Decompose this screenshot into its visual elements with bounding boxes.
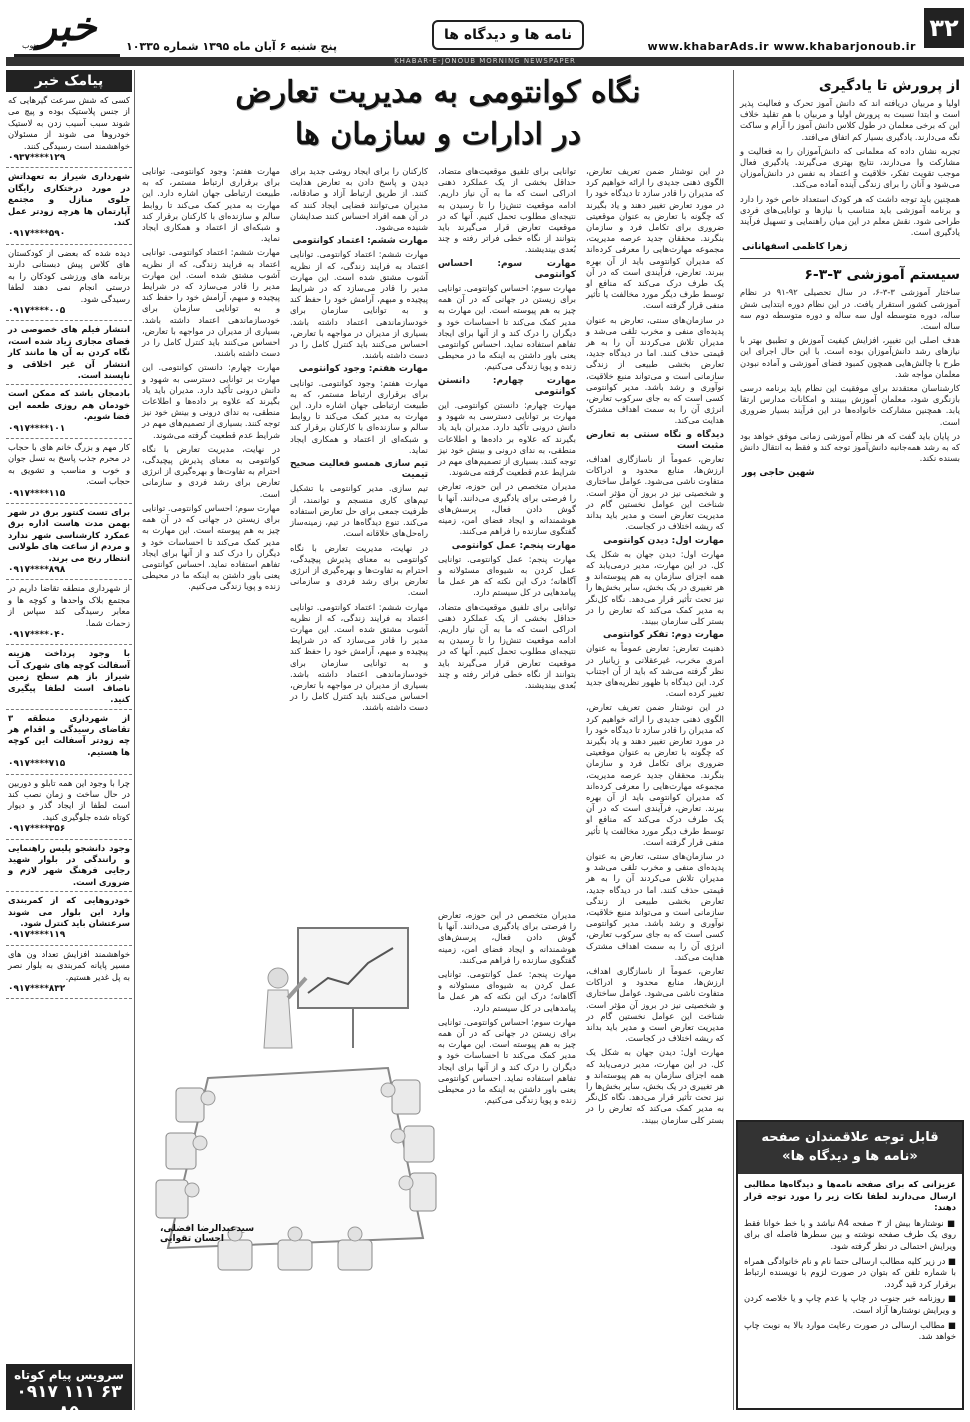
article-column-4 (142, 166, 280, 906)
sms-item (6, 245, 132, 321)
sms-item (6, 840, 132, 893)
paragraph: کارشناسان معتقدند برای موفقیت این نظام باید برنامه درسی بازنگری شود، معلمان آموزش ببینند و امکانات مدارس ارتقا یابد. همچنین مشارکت خانواده‌ها در این فرآیند بسیار ضروری است. (740, 383, 960, 427)
sms-text: کسی که شش سرعت گیرهایی که از جنس پلاستیک بوده و پیچ می شوند سبب آسیب زدن به لاستیک خودروها می شوند از مسئولان خواهشمند است رسیدگی کنند. (8, 95, 130, 151)
sms-service-number: ۰۹۱۷ ۱۱۱ ۶۳ ۸۵ (16, 1382, 122, 1422)
sms-text: بادمجان باشد که ممکن است خودمان هم روزی طعمه این فضا شویم. (8, 388, 130, 422)
paragraph: ذهنیت تعارض: تعارض عموماً به عنوان امری مخرب، غیرعقلانی و زیانبار در نظر گرفته می‌شد که باید از آن اجتناب کرد. این دیدگاه با ظهور نظریه‌های جدید تغییر کرده است. (586, 643, 724, 699)
sms-phone: ۰۹۱۷****۱۰۱ (8, 423, 66, 434)
paragraph: در این نوشتار ضمن تعریف تعارض، الگوی ذهنی جدیدی را ارائه خواهیم کرد که مدیران را قادر سازد تا دیدگاه خود را در مورد تعارض تغییر دهند و یاد بگیرند که چگونه با تعارض به عنوان موقعیتی ضروری برای تکامل فرد و سازمان بنگرند. محققان جدید عرصه مدیریت، مجموعه مهارت‌هایی را معرفی کرده‌اند که مدیران کوانتومی باید از آن بهره ببرند. تعارض، فرآیندی است که در آن یک طرف درک می‌کند که منافع او توسط طرف دیگر مورد مخالفت یا تأثیر منفی قرار گرفته است. (586, 702, 724, 847)
paragraph: مهارت چهارم: دانستن کوانتومی. این مهارت بر توانایی دسترسی به شهود و دانش درونی تأکید دارد. مدیران باید یاد بگیرند که علاوه بر داده‌ها و اطلاعات منطقی، به ندای درونی و بینش خود نیز توجه کنند. بسیاری از تصمیم‌های مهم در شرایط عدم قطعیت گرفته می‌شوند. (437, 400, 576, 478)
paragraph: تعارض، عموماً از ناسازگاری اهداف، ارزش‌ها، منابع محدود و ادراکات متفاوت ناشی می‌شود. عوامل ساختاری و شخصیتی نیز در بروز آن مؤثر است. شناخت این عوامل نخستین گام در مدیریت تعارض است و مدیر باید بداند که ریشه اختلاف در کجاست. (586, 966, 724, 1044)
paragraph: مهارت ششم: اعتماد کوانتومی. توانایی اعتماد به فرایند زندگی، که از نظریه آشوب مشتق شده است. این مهارت مدیر را قادر می‌سازد که در شرایط پیچیده و مبهم، آرامش خود را حفظ کند و به توانایی سازمان برای خودسازماندهی اعتماد داشته باشد. بسیاری از مدیران در مواجهه با تعارض، احساس می‌کنند باید کنترل کامل را در دست داشته باشند. (142, 247, 280, 359)
headline-line2: در ادارات و سازمان ها (294, 117, 582, 152)
paragraph: توانایی برای تلفیق موقعیت‌های متضاد، حداقل بخشی از یک عملکرد ذهنی ادراکی است که ما به آن نیاز داریم. ادامه موقعیت تنش‌زا را تا رسیدن به نتیجه‌ای مطلوب تحمل کنیم. آنها که در موقعیت تعارض قرار می‌گیرند باید بتوانند از نگاه خطی فراتر رفته و چند بُعدی بیندیشند. (438, 601, 576, 690)
sms-item (6, 92, 132, 168)
sms-text: دیده شده که بعضی از کودکستان های کلاس پیش دبستانی دارند برنامه های ورزشی کودکان را به درستی انجام نمی دهند لطفا رسیدگی شود. (8, 247, 130, 304)
paragraph: کارکنان را برای ایجاد روشی جدید برای دیدن و پاسخ دادن به تعارض هدایت کنند. از طریق ارتباط آزاد و صادقانه، مدیران می‌توانند فضایی ایجاد کنند که در آن همه افراد احساس کنند صدایشان شنیده می‌شود. (290, 166, 428, 233)
presenter-body (264, 990, 292, 1048)
sms-item (6, 385, 132, 439)
paragraph: ساختار آموزشی ۳-۳-۶، در سال تحصیلی ۹۲-۹۱ در نظام آموزشی کشور استقرار یافت. در این نظام دوره ابتدایی شش ساله، دوره متوسطه اول سه ساله و دوره متوسطه دوم سه ساله است. (740, 287, 960, 332)
paragraph: تعارض، عموماً از ناسازگاری اهداف، ارزش‌ها، منابع محدود و ادراکات متفاوت ناشی می‌شود. عوامل ساختاری و شخصیتی نیز در بروز آن مؤثر است. شناخت این عوامل نخستین گام در مدیریت تعارض است و مدیر باید بداند که ریشه اختلاف در کجاست. (586, 454, 724, 532)
sms-phone: ۰۹۱۷****۱۱۹ (8, 930, 66, 941)
logo-text: خبر (37, 3, 97, 50)
notice-item: ■ در زیر کلیه مطالب ارسالی حتما نام و نام خانوادگی همراه با شماره تلفن که بتوان در صورت لزوم با نویسنده ارتباط برقرار کرد قید گردد. (744, 1255, 956, 1289)
presenter-head (268, 968, 288, 988)
paragraph: همچنین باید توجه داشت که هر کودک استعداد خاص خود را دارد و برنامه آموزشی باید متناسب با نیازها و توانایی‌های فردی طراحی شود. نقش معلم در این میان راهنمایی و تسهیل فرآیند یادگیری است. (740, 193, 960, 238)
headline-line1: نگاه کوانتومی به مدیریت تعارض (235, 75, 641, 110)
sms-text: خودروهایی که از کمربندی وارد این بلوار می شوند سرعتشان باید کنترل شود. (8, 895, 130, 928)
paragraph: مهارت هفتم: وجود کوانتومی. توانایی برای برقراری ارتباط مستمر، که به طبیعت ارتباطی جهان اشاره دارد. این مهارت به مدیر کمک می‌کند تا روابط سالم و سازنده‌ای با کارکنان برقرار کند و شبکه‌ای از اعتماد و همکاری ایجاد نماید. (142, 166, 280, 244)
subhead: مهارت چهارم: دانستن کوانتومی (438, 375, 576, 397)
notice-item: ■ روزنامه خبر جنوب در چاپ یا عدم چاپ و یا خلاصه کردن و ویرایش نوشتارها آزاد است. (744, 1293, 956, 1315)
sms-phone: ۰۹۱۷****۰۰۵ (8, 305, 66, 316)
sms-phone: ۰۹۱۷****۸۹۸ (8, 565, 66, 576)
article-author: سیدعبدالرضا افضلی، احسان تقوایی (160, 1224, 255, 1244)
notice-body (738, 1174, 962, 1351)
sms-item (6, 321, 132, 385)
notice-header (738, 1122, 962, 1174)
sms-item (6, 645, 132, 709)
subhead: مهارت پنجم: عمل کوانتومی (451, 540, 576, 551)
subhead: مهارت سوم: احساس کوانتومی (438, 258, 576, 280)
box2-author: شهین حاجی پور (742, 468, 815, 479)
websites[interactable]: www.khabarAds.ir www.khabarjonoub.ir (647, 40, 916, 53)
paragraph: در نهایت، مدیریت تعارض با نگاه کوانتومی به معنای پذیرش پیچیدگی، احترام به تفاوت‌ها و بهره‌گیری از انرژی تعارض برای رشد فردی و سازمانی است. (142, 443, 280, 499)
notice-item: ■ مطالب ارسالی در صورت رعایت موارد بالا به نوبت چاپ خواهد شد. (744, 1319, 956, 1342)
paragraph: مهارت سوم: احساس کوانتومی. توانایی برای زیستن در جهانی که در آن همه چیز به هم پیوسته است. این مهارت به مدیر کمک می‌کند تا احساسات خود و دیگران را درک کند و از آنها برای ایجاد تفاهم استفاده نماید. احساس کوانتومی یعنی باور داشتن به اینکه ما در محیطی زنده و پویا زندگی می‌کنیم. (142, 502, 280, 592)
article-column-3 (290, 166, 428, 906)
sms-column (6, 70, 132, 1422)
paragraph: مهارت ششم: اعتماد کوانتومی. توانایی اعتماد به فرایند زندگی، که از نظریه آشوب مشتق شده است. این مهارت مدیر را قادر می‌سازد که در شرایط پیچیده و مبهم، آرامش خود را حفظ کند و به توانایی سازمان برای خودسازماندهی اعتماد داشته باشد. بسیاری از مدیران در مواجهه با تعارض، احساس می‌کنند باید کنترل کامل را در دست داشته باشند. (290, 249, 428, 361)
sms-item (6, 439, 132, 504)
divider (740, 258, 960, 259)
newspaper-logo (14, 3, 120, 57)
sms-phone: ۰۹۱۷****۵۹۰ (8, 229, 66, 240)
sms-item (6, 775, 132, 840)
notice-subtitle: «نامه ها و دیدگاه ها» (782, 1149, 918, 1164)
logo-sub: جنوب (22, 41, 42, 50)
subhead: مهارت دوم: تفکر کوانتومی (603, 630, 724, 641)
sms-phone: ۰۹۱۷****۸۳۲ (8, 984, 66, 995)
paragraph: مهارت سوم: احساس کوانتومی. توانایی برای زیستن در جهانی که در آن همه چیز به هم پیوسته است. این مهارت به مدیر کمک می‌کند تا احساسات خود و دیگران را درک کند و از آنها برای ایجاد تفاهم استفاده نماید. احساس کوانتومی یعنی باور داشتن به اینکه ما در محیطی زنده و پویا زندگی می‌کنیم. (438, 1016, 576, 1106)
right-column (736, 70, 964, 1410)
paragraph: مهارت اول: دیدن جهان به شکل یک کل. در این مهارت، مدیر درمی‌یابد که همه اجزای سازمان به هم پیوسته‌اند و هر تغییری در یک بخش، سایر بخش‌ها را نیز تحت تأثیر قرار می‌دهد. نگاه کل‌نگر به مدیر کمک می‌کند که تعارض را در بستر کلی سازمان ببیند. (586, 1047, 724, 1125)
paragraph: اولیا و مربیان دریافته اند که دانش آموز تحرک و فعالیت پذیر است و ابتدا نسبت به پرورش اولیا و مربیان با هم تقلید خلاف این که برخی معلمان در طول کلاس دانش آموز را آرام و ساکت نگه می‌دارند. یادگیری بسیار کم اتفاق می‌افتد. (740, 98, 960, 142)
sms-item (6, 892, 132, 946)
box2-body (736, 287, 964, 464)
paragraph: توانایی برای تلفیق موقعیت‌های متضاد، حداقل بخشی از یک عملکرد ذهنی ادراکی است که ما به آن نیاز داریم. ادامه موقعیت تنش‌زا را تا رسیدن به نتیجه‌ای مطلوب تحمل کنیم. آنها که در موقعیت تعارض قرار می‌گیرند باید بتوانند از نگاه خطی فراتر رفته و چند بُعدی بیندیشند. (438, 166, 576, 255)
article-column-2b (438, 910, 576, 1350)
sms-text: از شهرداری منطقه تقاضا داریم در مجتمع بلاک واحدها و کوچه ها و معابر رسیدگی کند سپاس از زحمات شما. (8, 583, 130, 628)
article-column-2 (438, 166, 576, 906)
article-column-1 (586, 166, 724, 1406)
sms-service-label: سرویس پیام کوتاه (14, 1368, 124, 1382)
sms-item (6, 946, 132, 1000)
main-article (138, 70, 728, 1410)
sms-text: شهرداری شیراز به تعهداتش در مورد درختکاری رایگان جلوی منازل و مجتمع آپارتمان ها هرچه زودتر عمل کند. (8, 171, 130, 228)
subhead: مهارت ششم: اعتماد کوانتومی (292, 236, 428, 247)
sms-text: کار مهم و بزرگ خانم های با حجاب در محرم جذب پاسخ به نسل جوان و خوب و مناسب و تشویق به حجاب است. (8, 441, 130, 487)
box1-title: از پرورش تا یادگیری (818, 78, 960, 94)
header-strip: KHABAR-E-JONOUB MORNING NEWSPAPER (6, 57, 964, 66)
box2-title: سیستم آموزشی ۳-۳-۶ (804, 267, 960, 284)
notice-title: قابل توجه علاقمندان صفحه (761, 1130, 939, 1145)
sms-text: وجود دانشجو پلیس راهنمایی و رانندگی در بلوار شهید رجایی فرهنگ شهر لازم و ضروری است. (8, 842, 130, 887)
paragraph: مهارت چهارم: دانستن کوانتومی. این مهارت بر توانایی دسترسی به شهود و دانش درونی تأکید دارد. مدیران باید یاد بگیرند که علاوه بر داده‌ها و اطلاعات منطقی، به ندای درونی و بینش خود نیز توجه کنند. بسیاری از تصمیم‌های مهم در شرایط عدم قطعیت گرفته می‌شوند. (141, 362, 280, 440)
sms-item (6, 168, 132, 244)
date-issue: پنج شنبه ۶ آبان ماه ۱۳۹۵ شماره ۱۰۳۳۵ (126, 40, 337, 53)
box1-body (736, 98, 964, 238)
notice-intro: عزیزانی که برای صفحه نامه‌ها و دیدگاه‌ها مطالبی ارسال می‌دارند لطفا نکات زیر را مورد توجه قرار دهند: (744, 1179, 956, 1213)
paragraph: تجربه نشان داده که معلمانی که دانش‌آموزان را به فعالیت و مشارکت وا می‌دارند، نتایج بهتری می‌گیرند. یادگیری فعال موجب تقویت تفکر، خلاقیت و اعتماد به نفس در دانش‌آموزان می‌شود و آنان را برای زندگی آینده آماده می‌کند. (740, 145, 960, 190)
sms-phone: ۰۹۱۷****۱۱۵ (8, 488, 66, 499)
paragraph: در سازمان‌های سنتی، تعارض به عنوان پدیده‌ای منفی و مخرب تلقی می‌شد و مدیران تلاش می‌کردند آن را به هر قیمتی حذف کنند. اما در دیدگاه جدید، تعارض بخشی طبیعی از زندگی سازمانی است و می‌تواند منبع خلاقیت، نوآوری و رشد باشد. مدیر کوانتومی کسی است که به جای سرکوب تعارض، انرژی آن را به سمت اهداف مشترک هدایت می‌کند. (586, 314, 724, 426)
subhead: مهارت هفتم: وجود کوانتومی (298, 364, 428, 375)
paragraph: مهارت اول: دیدن جهان به شکل یک کل. در این مهارت، مدیر درمی‌یابد که همه اجزای سازمان به هم پیوسته‌اند و هر تغییری در یک بخش، سایر بخش‌ها را نیز تحت تأثیر قرار می‌دهد. نگاه کل‌نگر به مدیر کمک می‌کند که تعارض را در بستر کلی سازمان ببیند. (586, 548, 724, 626)
sms-text: خواهشمند افزایش تعداد ون های مسیر پایانه کمربندی به بلوار نصر به پل غدیر هستیم. (8, 948, 130, 982)
paragraph: مدیران متخصص در این حوزه، تعارض را فرصتی برای یادگیری می‌دانند. آنها با گوش دادن فعال، پرسش‌های هوشمندانه و ایجاد فضای امن، زمینه گفتگوی سازنده را فراهم می‌کنند. (438, 481, 576, 537)
subhead: دیدگاه و نگاه سنتی به تعارض مثبت است (586, 429, 724, 451)
sms-item (6, 580, 132, 645)
column-rule (733, 70, 734, 1410)
paragraph: هدف اصلی این تغییر، افزایش کیفیت آموزش و تطبیق بهتر با نیازهای رشد دانش‌آموزان بوده است. با این حال اجرای این طرح با چالش‌هایی همچون کمبود فضای آموزشی و آماده نبودن معلمان مواجه شد. (740, 335, 960, 379)
headline (228, 72, 648, 160)
sms-text: با وجود پرداخت هزینه آسفالت کوچه های شهرک آب شیراز باز هم سطح زمین ناصاف است لطفا پیگیری کنید. (8, 648, 130, 705)
paragraph: مهارت سوم: احساس کوانتومی. توانایی برای زیستن در جهانی که در آن همه چیز به هم پیوسته است. این مهارت به مدیر کمک می‌کند تا احساسات خود و دیگران را درک کند و از آنها برای ایجاد تفاهم استفاده نماید. احساس کوانتومی یعنی باور داشتن به اینکه ما در محیطی زنده و پویا زندگی می‌کنیم. (438, 283, 576, 372)
sms-phone: ۰۹۱۷****۰۴۰ (8, 630, 66, 641)
sms-text: از شهرداری منطقه ۳ تقاضای رسیدگی و اقدام هر چه زودتر آسفالت این کوچه ها هستیم. (8, 712, 130, 757)
paragraph: در نهایت، مدیریت تعارض با نگاه کوانتومی به معنای پذیرش پیچیدگی، احترام به تفاوت‌ها و بهره‌گیری از انرژی تعارض برای رشد فردی و سازمانی است. (290, 542, 428, 598)
sms-phone: ۰۹۱۷****۳۵۶ (8, 824, 66, 835)
sms-text: چرا با وجود این همه تابلو و دوربین در حال ساخت و زمان نصب کند است لطفا از ایجاد گذر و دیوار کوتاه شده جلوگیری کنید. (8, 777, 130, 822)
sms-phone: ۰۹۳۷****۱۲۹ (8, 153, 66, 164)
presentation-board (298, 928, 408, 1008)
subhead: مهارت اول: دیدن کوانتومی (603, 535, 724, 546)
sms-phone: ۰۹۱۷****۷۱۵ (8, 759, 66, 770)
section-title: نامه ها و دیدگاه ها (432, 20, 584, 50)
sms-item (6, 504, 132, 580)
box1-author: زهرا کاظمی اسفهانانی (742, 242, 848, 253)
paragraph: در پایان باید گفت که هر نظام آموزشی زمانی موفق خواهد بود که به رشد همه‌جانبه دانش‌آموز توجه کند و فقط به انتقال دانش بسنده نکند. (740, 430, 960, 464)
page-header (0, 0, 970, 65)
paragraph: مهارت پنجم: عمل کوانتومی. توانایی عمل کردن به شیوه‌ای مسئولانه و آگاهانه؛ درک این نکته که هر عمل ما پیامدهایی در کل سیستم دارد. (438, 969, 576, 1013)
sms-item (6, 710, 132, 775)
sms-service-box (6, 1364, 132, 1422)
paragraph: مدیران متخصص در این حوزه، تعارض را فرصتی برای یادگیری می‌دانند. آنها با گوش دادن فعال، پرسش‌های هوشمندانه و ایجاد فضای امن، زمینه گفتگوی سازنده را فراهم می‌کنند. (438, 910, 576, 965)
paragraph: مهارت پنجم: عمل کوانتومی. توانایی عمل کردن به شیوه‌ای مسئولانه و آگاهانه؛ درک این نکته که هر عمل ما پیامدهایی در کل سیستم دارد. (438, 553, 576, 598)
sms-text: انتشار فیلم های خصوصی در فضای مجازی زیاد شده است، نگاه کردن به آن ها مانند کار انتشار آن غیر اخلاقی و ناپسند است. (8, 324, 130, 380)
sms-title: پیامک خبر (6, 70, 132, 92)
sms-text: برای تست کنتور برق در شهر بهمن مدت هاست اداره برق عمکرد کارشناسی شهر ندارد و مردم از ساعت های طولانی انتظار رنج می برند. (8, 507, 130, 563)
paragraph: در سازمان‌های سنتی، تعارض به عنوان پدیده‌ای منفی و مخرب تلقی می‌شد و مدیران تلاش می‌کردند آن را به هر قیمتی حذف کنند. اما در دیدگاه جدید، تعارض بخشی طبیعی از زندگی سازمانی است و می‌تواند منبع خلاقیت، نوآوری و رشد باشد. مدیر کوانتومی کسی است که به جای سرکوب تعارض، انرژی آن را به سمت اهداف مشترک هدایت می‌کند. (586, 850, 724, 962)
paragraph: در این نوشتار ضمن تعریف تعارض، الگوی ذهنی جدیدی را ارائه خواهیم کرد که مدیران را قادر سازد تا دیدگاه خود را در مورد تعارض تغییر دهند و یاد بگیرند که چگونه با تعارض به عنوان موقعیتی ضروری برای تکامل فرد و سازمان بنگرند. محققان جدید عرصه مدیریت، مجموعه مهارت‌هایی را معرفی کرده‌اند که مدیران کوانتومی باید از آن بهره ببرند. تعارض، فرآیندی است که در آن یک طرف درک می‌کند که منافع او توسط طرف دیگر مورد مخالفت یا تأثیر منفی قرار گرفته است. (586, 166, 724, 311)
column-rule (134, 70, 135, 1410)
paragraph: مهارت ششم: اعتماد کوانتومی. توانایی اعتماد به فرایند زندگی، که از نظریه آشوب مشتق شده است. این مهارت مدیر را قادر می‌سازد که در شرایط پیچیده و مبهم، آرامش خود را حفظ کند و به توانایی سازمان برای خودسازماندهی اعتماد داشته باشد. بسیاری از مدیران در مواجهه با تعارض، احساس می‌کنند باید کنترل کامل را در دست داشته باشند. (290, 601, 428, 713)
subhead: تیم سازی همسو فعالیت صحیح تیمیت (290, 459, 428, 481)
page-number: ۳۲ (924, 8, 964, 48)
notice-box (736, 1120, 964, 1410)
notice-item: ■ نوشتارها بیش از ۳ صفحه A4 نباشد و با خط خوانا فقط روی یک طرف صفحه نوشته و بین سطرها فاصله ای برای ویرایش احتمالی در نظر گرفته شود. (744, 1217, 956, 1251)
paragraph: مهارت هفتم: وجود کوانتومی. توانایی برای برقراری ارتباط مستمر، که به طبیعت ارتباطی جهان اشاره دارد. این مهارت به مدیر کمک می‌کند تا روابط سالم و سازنده‌ای با کارکنان برقرار کند و شبکه‌ای از اعتماد و همکاری ایجاد نماید. (290, 377, 428, 455)
paragraph: تیم سازی. مدیر کوانتومی با تشکیل تیم‌های کاری منسجم و توانمند، از ظرفیت جمعی برای حل تعارض استفاده می‌کند. تنوع دیدگاه‌ها در تیم، زمینه‌ساز راه‌حل‌های خلاقانه است. (290, 483, 428, 539)
sms-list (6, 92, 132, 999)
